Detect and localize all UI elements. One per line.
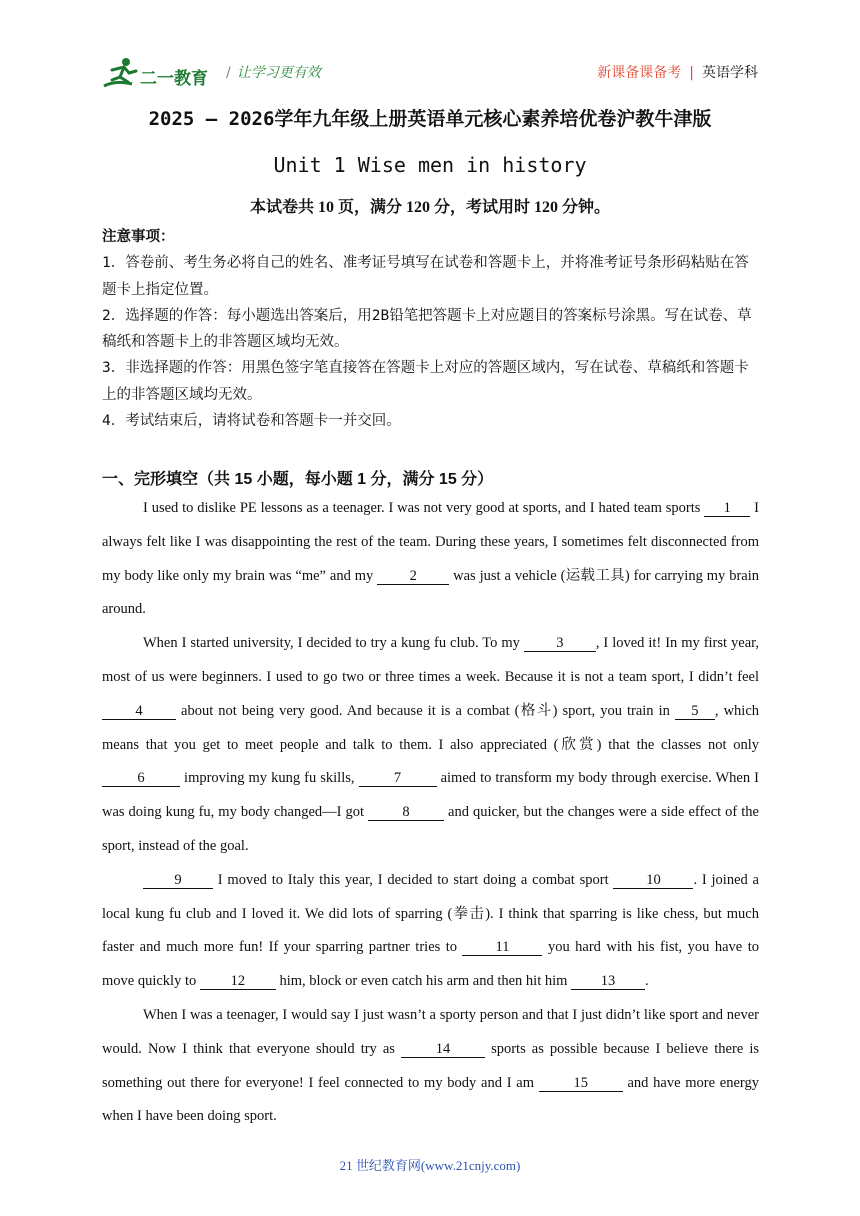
- notes-block: [102, 224, 762, 434]
- passage-text: . I joined a local kung fu club and I loved it. We did lots of sparring (拳击). I think that sparring is like chess, but much faster and much more fun! If your sparring partner tries to: [102, 871, 759, 956]
- slash-divider: /: [226, 65, 231, 81]
- passage-text: and quicker, but the changes were a side effect of the sport, instead of the goal.: [102, 804, 759, 854]
- passage-text: , I loved it! In my first year, most of us were beginners. I used to go two or three times a week. Because it is not a team sport, I didn’t feel: [102, 635, 760, 685]
- passage-text: aimed to transform my body through exercise. When I was doing kung fu, my body changed—I got: [102, 770, 759, 821]
- blank-11: 11: [462, 939, 542, 956]
- header-subject: 英语学科: [702, 65, 758, 81]
- note-item: 1．答卷前、考生务必将自己的姓名、准考证号填写在试卷和答题卡上，并将准考证号条形码粘贴在答题卡上指定位置。: [102, 255, 749, 298]
- page-header: [102, 50, 758, 96]
- passage-text: improving my kung fu skills,: [180, 770, 359, 787]
- blank-6: 6: [102, 770, 180, 787]
- blank-2: 2: [377, 568, 449, 585]
- note-item: 2．选择题的作答：每小题选出答案后，用2B铅笔把答题卡上对应题目的答案标号涂黑。写在试卷、草稿纸和答题卡上的非答题区域均无效。: [102, 307, 752, 351]
- passage-text: When I was a teenager, I would say I just wasn’t a sporty person and that I just didn’t like sport and never would. Now I think that everyone should try as: [102, 1006, 759, 1057]
- passage-text: him, block or even catch his arm and then hit him: [275, 973, 572, 990]
- passage-text: I used to dislike PE lessons as a teenager. I was not very good at sports, and I hated team sports: [143, 500, 705, 516]
- blank-9: 9: [143, 872, 213, 889]
- paragraph-4: [102, 999, 759, 1134]
- passage-text: you hard with his fist, you have to move quickly to: [102, 939, 759, 990]
- slogan-text: 让学习更有效: [236, 65, 321, 81]
- page-title: 2025 – 2026学年九年级上册英语单元核心素养培优卷沪教牛津版: [148, 108, 712, 130]
- passage-text: .: [645, 973, 649, 990]
- blank-10: 10: [613, 872, 693, 889]
- exam-info: 本试卷共 10 页，满分 120 分，考试用时 120 分钟。: [249, 199, 610, 216]
- blank-14: 14: [401, 1041, 485, 1058]
- passage-text: about not being very good. And because it is a combat (格斗) sport, you train in: [176, 702, 675, 719]
- passage-text: I moved to Italy this year, I decided to start doing a combat sport: [213, 871, 614, 888]
- blank-13: 13: [571, 973, 645, 990]
- passage-text: sports as possible because I believe there is something out there for everyone! I feel connected to my body and I am: [102, 1040, 759, 1091]
- header-right: [597, 62, 758, 82]
- header-separator: |: [689, 65, 694, 81]
- passage-text: When I started university, I decided to try a kung fu club. To my: [143, 635, 524, 652]
- logo-text: 二一教育: [140, 69, 208, 89]
- page-subtitle: Unit 1 Wise men in history: [273, 153, 587, 177]
- blank-7: 7: [359, 770, 437, 787]
- notes-heading: 注意事项：: [102, 229, 175, 245]
- paragraph-3: [102, 864, 759, 999]
- cloze-passage: [102, 492, 759, 1134]
- note-item: 3．非选择题的作答：用黑色签字笔直接答在答题卡上对应的答题区域内，写在试卷、草稿纸和答题卡上的非答题区域均无效。: [102, 360, 749, 403]
- slogan: [226, 62, 321, 82]
- paragraph-2: [102, 627, 759, 864]
- blank-1: 1: [704, 500, 750, 517]
- blank-4: 4: [102, 703, 176, 720]
- page-footer[interactable]: 21 世纪教育网(www.21cnjy.com): [339, 1158, 521, 1173]
- blank-3: 3: [524, 635, 596, 652]
- logo: [102, 56, 214, 90]
- blank-15: 15: [539, 1075, 623, 1092]
- paragraph-1: [102, 492, 759, 627]
- note-item: 4．考试结束后，请将试卷和答题卡一并交回。: [102, 413, 401, 430]
- passage-text: I always felt like I was disappointing the rest of the team. During these years, I sometimes felt disconnected from my body like only my brain was “me” and my: [102, 500, 759, 584]
- runner-logo-icon: [102, 56, 142, 90]
- blank-12: 12: [200, 973, 276, 990]
- passage-text: , which means that you get to meet people and talk to them. I also appreciated (欣赏) that the classes not only: [102, 702, 759, 753]
- passage-text: was just a vehicle (运载工具) for carrying my brain around.: [102, 567, 759, 618]
- section-title: 一、完形填空（共 15 小题，每小题 1 分，满分 15 分）: [102, 471, 494, 488]
- passage-text: and have more energy when I have been doing sport.: [102, 1074, 759, 1125]
- blank-8: 8: [368, 804, 444, 821]
- blank-5: 5: [675, 703, 715, 720]
- header-tag: 新课备课备考: [597, 65, 682, 81]
